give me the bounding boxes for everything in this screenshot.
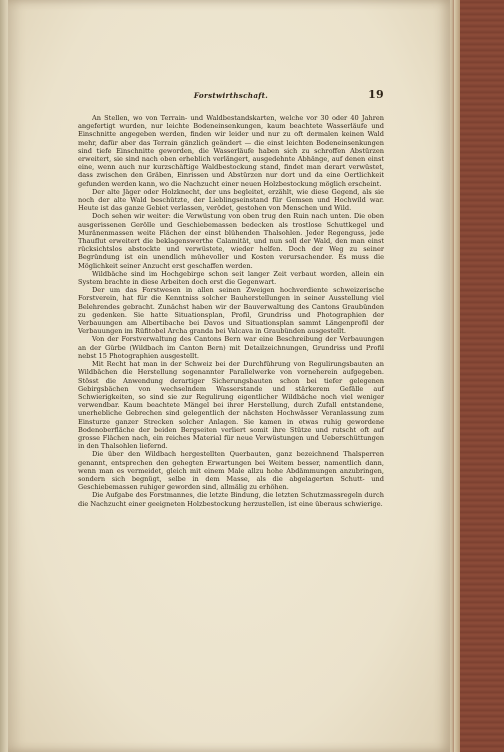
paragraph: An Stellen, wo von Terrain- und Waldbestandskarten, welche vor 30 oder 40 Jahren angefertigt wurden, nur leichte Bodeneinsenkungen, kaum beachtete Wasserläufe und Einschnitte angegeben werden, finden wir leider und nur zu oft dermalen keinen Wald mehr, dafür aber das Terrain gänzlich geändert — die einst leichten Bodeneinsenkungen sind tiefe Einschnitte geworden, die Wasserläufe haben sich zu schroffen Abstürzen erweitert, sie sind nach oben erheblich verlängert, ausgedehnte Abhänge, auf denen einst eine, wenn auch nur kurzschäftige Waldbestockung stand, findet man derart verwüstet, dass zwischen den Gräben, Einrissen und Abstürzen nur dort und da eine Oertlichkeit gefunden werden kann, wo die Nachzucht einer neuen Holzbestockung möglich erscheint. xyxy=(78,114,384,188)
paragraph: Der alte Jäger oder Holzknecht, der uns begleitet, erzählt, wie diese Gegend, als sie noch der alte Wald beschützte, der Lieblingseinstand für Gemsen und Hochwild war. Heute ist das ganze Gebiet verlassen, verödet, gestohen von Menschen und Wild. xyxy=(78,187,384,213)
paragraph: Wildbäche sind im Hochgebirge schon seit langer Zeit verbaut worden, allein ein System brachte in diese Arbeiten doch erst die Gegenwart. xyxy=(78,269,384,287)
book-cover-edge xyxy=(454,0,504,752)
page-body xyxy=(78,114,384,508)
paragraph: Doch sehen wir weiter: die Verwüstung von oben trug den Ruin nach unten. Die oben ausgerissenen Gerölle und Geschiebemassen bedecken als trostlose Schuttkegel und Muränenmassen weite Flächen der einst blühenden Thalsohlen. Jeder Regenguss, jede Thauflut erweitert die beklagenswerthe Calamität, und nun soll der Wald, den man einst rücksichtslos abstockte und verwüstete, wieder helfen. Doch der Weg zu seiner Begründung ist ein unendlich mühevoller und Kosten verursachender. Es muss die Möglichkeit seiner Anzucht erst geschaffen werden. xyxy=(78,212,384,270)
paragraph: Der um das Forstwesen in allen seinen Zweigen hochverdiente schweizerische Forstverein, hat für die Kenntniss solcher Bauherstellungen in seiner Ausstellung viel Belehrendes gebracht. Zunächst haben wir der Bauverwaltung des Cantons Graubünden zu gedenken. Sie hatte Situationsplan, Profil, Grundriss und Photographien der Verbauungen am Albertibache bei Davos und Situationsplan sammt Längenprofil der Verbauungen im Rüfitobel Archa granda bei Valcava in Graubünden ausgestellt. xyxy=(78,286,384,336)
page-number: 19 xyxy=(368,88,384,101)
paragraph: Von der Forstverwaltung des Cantons Bern war eine Beschreibung der Verbauungen an der Gürbe (Wildbach im Canton Bern) mit Detailzeichnungen, Grundriss und Profil nebst 15 Photographien ausgestellt. xyxy=(78,335,384,360)
paragraph: Mit Recht hat man in der Schweiz bei der Durchführung von Regulirungsbauten an Wildbächen die Herstellung sogenannter Parallelwerke von vorneherein aufgegeben. Stösst die Anwendung derartiger Sicherungsbauten schon bei tiefer gelegenen Gebirgsbächen von wechselndem Wasserstande und stärkerem Gefälle auf Schwierigkeiten, so sind sie zur Regulirung eigentlicher Wildbäche noch viel weniger verwendbar. Kaum beachtete Mängel bei ihrer Herstellung, durch Zufall entstandene, unerhebliche Gebrechen sind gelegentlich der nächsten Hochwässer Veranlassung zum Einsturze ganzer Strecken solcher Anlagen. Sie kamen in etwas ruhig gewordene Bodenoberfläche der beiden Bergseiten verliert somit ihre Stütze und rutscht oft auf grosse Flächen nach, ein reiches Material für neue Verwüstungen und Ueberschüttungen in den Thalsohlen liefernd. xyxy=(78,360,384,451)
page-header xyxy=(78,88,384,104)
paragraph: Die Aufgabe des Forstmannes, die letzte Bindung, die letzten Schutzmassregeln durch die Nachzucht einer geeigneten Holzbestockung herzustellen, ist eine überaus schwierige. xyxy=(78,491,384,508)
running-title: Forstwirthschaft. xyxy=(193,91,269,100)
paragraph: Die über den Wildbach hergestellten Querbauten, ganz bezeichnend Thalsperren genannt, entsprechen den gehegten Erwartungen bei Weitem besser, namentlich dann, wenn man es vermeidet, gleich mit einem Male allzu hohe Abdämmungen anzubringen, sondern sich begnügt, selbe in dem Masse, als die abgelagerten Schutt- und Geschiebemassen ruhiger geworden sind, allmälig zu erhöhen. xyxy=(78,450,384,492)
book-page xyxy=(8,0,450,752)
